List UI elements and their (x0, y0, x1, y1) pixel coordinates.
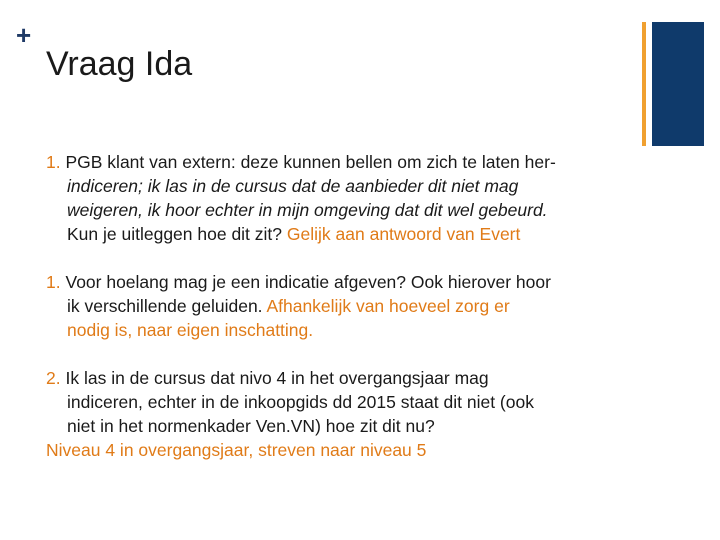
question-text: ik verschillende geluiden. (67, 296, 263, 316)
question-line (46, 294, 666, 318)
question-line (46, 414, 666, 438)
question-text: Ik las in de cursus dat nivo 4 in het overgangsjaar mag (65, 368, 489, 388)
answer-text: Afhankelijk van hoeveel zorg er (266, 296, 510, 316)
accent-bar-thin (642, 22, 646, 146)
question-text: niet in het normenkader Ven.VN) hoe zit dit nu? (67, 416, 435, 436)
question-line (46, 174, 666, 198)
question-line (46, 390, 666, 414)
question-line (46, 318, 666, 342)
question-item-3 (46, 366, 666, 462)
accent-bar-thick (652, 22, 704, 146)
question-line (46, 198, 666, 222)
item-number: 1. (46, 272, 61, 292)
slide-content (46, 150, 666, 486)
question-item-1 (46, 150, 666, 246)
plus-icon: + (16, 20, 32, 50)
question-text: Kun je uitleggen hoe dit zit? (67, 224, 283, 244)
item-number: 1. (46, 152, 61, 172)
answer-text: Niveau 4 in overgangsjaar, streven naar niveau 5 (46, 440, 427, 460)
question-line (46, 270, 666, 294)
question-text: indiceren, echter in de inkoopgids dd 2015 staat dit niet (ook (67, 392, 534, 412)
item-number: 2. (46, 368, 61, 388)
question-line (46, 222, 666, 246)
question-text: PGB klant van extern: deze kunnen bellen om zich te laten her- (65, 152, 556, 172)
answer-text: Gelijk aan antwoord van Evert (286, 224, 521, 244)
slide-title: Vraag Ida (46, 45, 193, 83)
question-text: Voor hoelang mag je een indicatie afgeven? Ook hierover hoor (65, 272, 551, 292)
question-line (46, 366, 666, 390)
question-text: indiceren; ik las in de cursus dat de aanbieder dit niet mag (67, 176, 519, 196)
question-line (46, 150, 666, 174)
answer-text: nodig is, naar eigen inschatting. (67, 320, 314, 340)
question-item-2 (46, 270, 666, 342)
question-text: weigeren, ik hoor echter in mijn omgeving dat dit wel gebeurd. (67, 200, 548, 220)
answer-line (46, 438, 666, 462)
